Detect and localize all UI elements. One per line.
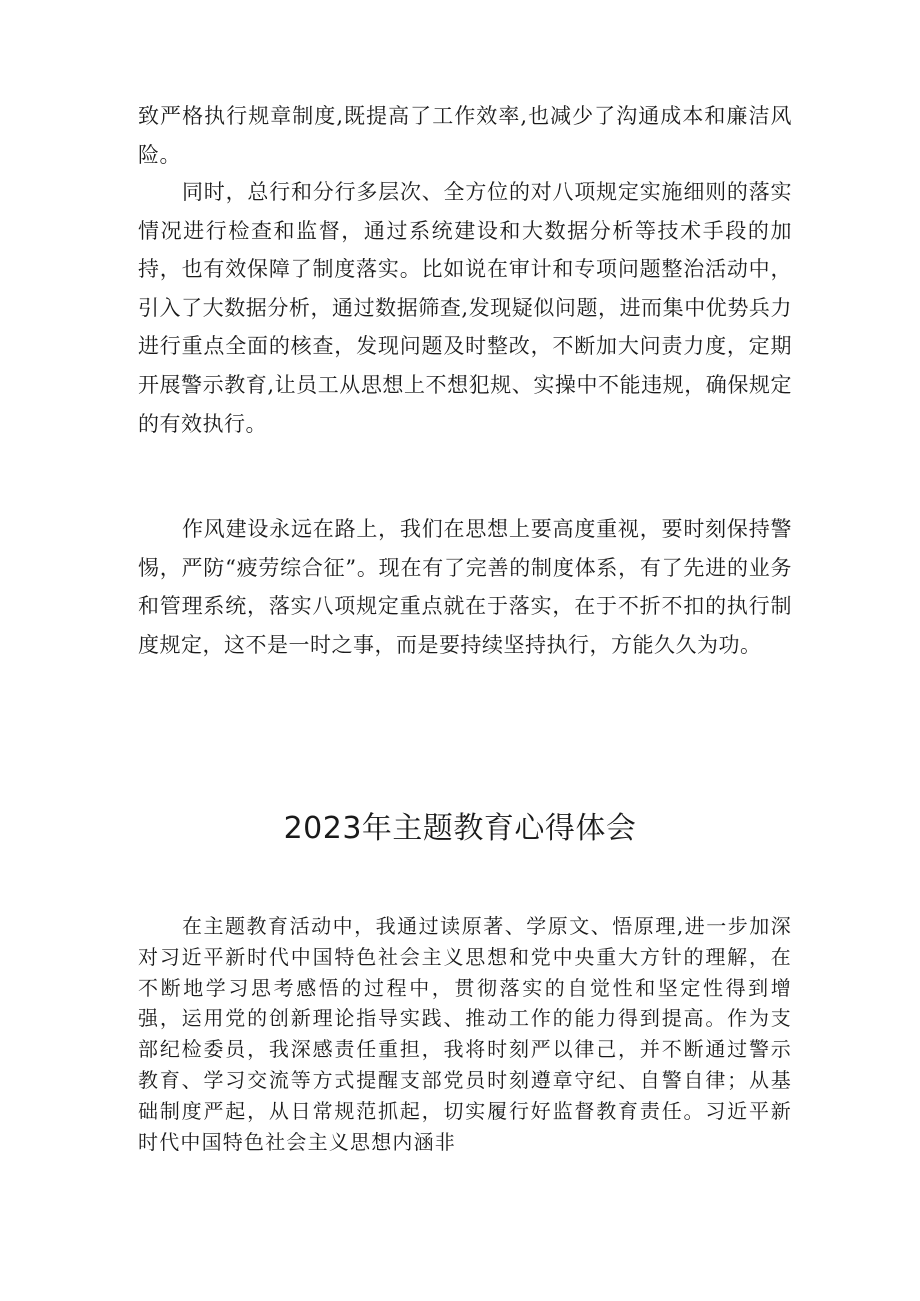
paragraph-continuation: 致严格执行规章制度,既提高了工作效率,也减少了沟通成本和廉洁风险。	[138, 104, 792, 167]
section-title: 2023年主题教育心得体会	[283, 811, 637, 846]
paragraph-work-style: 作风建设永远在路上，我们在思想上要高度重视，要时刻保持警惕，严防“疲劳综合征”。现在有了完善的制度体系，有了先进的业务和管理系统，落实八项规定重点就在于落实，在于不折不扣的执行制度规定，这不是一时之事，而是要持续坚持执行，方能久久为功。	[138, 517, 792, 657]
paragraph-supervision: 同时，总行和分行多层次、全方位的对八项规定实施细则的落实情况进行检查和监督，通过系统建设和大数据分析等技术手段的加持，也有效保障了制度落实。比如说在审计和专项问题整治活动中，引入了大数据分析，通过数据筛查,发现疑似问题，进而集中优势兵力进行重点全面的核查，发现问题及时整改，不断加大问责力度，定期开展警示教育,让员工从思想上不想犯规、实操中不能违规，确保规定的有效执行。	[138, 180, 792, 436]
paragraph-theme-education: 在主题教育活动中，我通过读原著、学原文、悟原理,进一步加深对习近平新时代中国特色社会主义思想和党中央重大方针的理解，在不断地学习思考感悟的过程中，贯彻落实的自觉性和坚定性得到增强，运用党的创新理论指导实践、推动工作的能力得到提高。作为支部纪检委员，我深感责任重担，我将时刻严以律己，并不断通过警示教育、学习交流等方式提醒支部党员时刻遵章守纪、自警自律；从基础制度严起，从日常规范抓起，切实履行好监督教育责任。习近平新时代中国特色社会主义思想内涵非	[138, 914, 792, 1154]
